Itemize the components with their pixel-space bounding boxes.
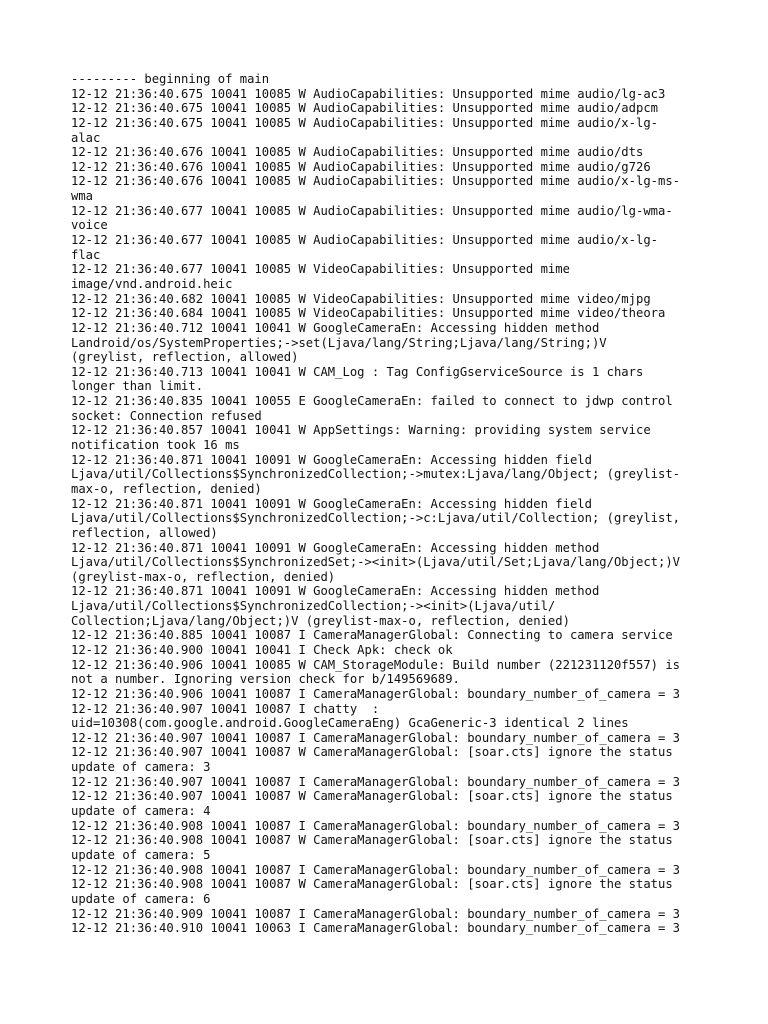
log-line: alac xyxy=(71,130,101,145)
log-line: 12-12 21:36:40.713 10041 10041 W CAM_Log : Tag ConfigGserviceSource is 1 chars xyxy=(71,364,644,379)
log-line: voice xyxy=(71,218,108,233)
log-text-block xyxy=(71,72,711,936)
log-line: 12-12 21:36:40.908 10041 10087 W CameraManagerGlobal: [soar.cts] ignore the status xyxy=(71,877,673,892)
log-line: image/vnd.android.heic xyxy=(71,276,233,291)
log-line: (greylist, reflection, allowed) xyxy=(71,350,299,365)
log-line: socket: Connection refused xyxy=(71,408,262,423)
log-line: 12-12 21:36:40.677 10041 10085 W AudioCapabilities: Unsupported mime audio/x-lg- xyxy=(71,233,658,248)
log-line: 12-12 21:36:40.900 10041 10041 I Check Apk: check ok xyxy=(71,642,453,657)
log-line: 12-12 21:36:40.885 10041 10087 I CameraManagerGlobal: Connecting to camera service xyxy=(71,628,673,643)
log-line: 12-12 21:36:40.906 10041 10087 I CameraManagerGlobal: boundary_number_of_camera = 3 xyxy=(71,686,681,701)
log-line: 12-12 21:36:40.909 10041 10087 I CameraManagerGlobal: boundary_number_of_camera = 3 xyxy=(71,906,681,921)
log-line: update of camera: 5 xyxy=(71,847,211,862)
log-line: update of camera: 6 xyxy=(71,891,211,906)
log-line: 12-12 21:36:40.907 10041 10087 I CameraManagerGlobal: boundary_number_of_camera = 3 xyxy=(71,730,681,745)
log-line: wma xyxy=(71,189,94,204)
log-line: 12-12 21:36:40.675 10041 10085 W AudioCapabilities: Unsupported mime audio/adpcm xyxy=(71,101,658,116)
log-line: 12-12 21:36:40.871 10041 10091 W GoogleCameraEn: Accessing hidden field xyxy=(71,452,592,467)
log-line: 12-12 21:36:40.908 10041 10087 I CameraManagerGlobal: boundary_number_of_camera = 3 xyxy=(71,862,681,877)
log-line: notification took 16 ms xyxy=(71,438,240,453)
log-line: uid=10308(com.google.android.GoogleCameraEng) GcaGeneric-3 identical 2 lines xyxy=(71,716,629,731)
log-line: 12-12 21:36:40.676 10041 10085 W AudioCapabilities: Unsupported mime audio/g726 xyxy=(71,159,651,174)
log-line: 12-12 21:36:40.871 10041 10091 W GoogleCameraEn: Accessing hidden method xyxy=(71,540,600,555)
log-line: 12-12 21:36:40.682 10041 10085 W VideoCapabilities: Unsupported mime video/mjpg xyxy=(71,291,651,306)
log-line: Ljava/util/Collections$SynchronizedCollection;-><init>(Ljava/util/ xyxy=(71,599,556,614)
log-line: 12-12 21:36:40.907 10041 10087 I chatty : xyxy=(71,701,380,716)
log-line: 12-12 21:36:40.676 10041 10085 W AudioCapabilities: Unsupported mime audio/dts xyxy=(71,145,644,160)
log-line: --------- beginning of main xyxy=(71,72,270,86)
log-line: not a number. Ignoring version check for b/149569689. xyxy=(71,672,460,687)
log-line: 12-12 21:36:40.871 10041 10091 W GoogleCameraEn: Accessing hidden method xyxy=(71,584,600,599)
log-line: max-o, reflection, denied) xyxy=(71,481,262,496)
log-line: flac xyxy=(71,247,101,262)
log-line: reflection, allowed) xyxy=(71,525,218,540)
log-line: 12-12 21:36:40.677 10041 10085 W AudioCapabilities: Unsupported mime audio/lg-wma- xyxy=(71,203,673,218)
log-line: 12-12 21:36:40.910 10041 10063 I CameraManagerGlobal: boundary_number_of_camera = 3 xyxy=(71,921,681,936)
log-line: 12-12 21:36:40.871 10041 10091 W GoogleCameraEn: Accessing hidden field xyxy=(71,496,592,511)
log-line: 12-12 21:36:40.907 10041 10087 W CameraManagerGlobal: [soar.cts] ignore the status xyxy=(71,789,673,804)
log-line: 12-12 21:36:40.675 10041 10085 W AudioCapabilities: Unsupported mime audio/x-lg- xyxy=(71,115,658,130)
log-line: Ljava/util/Collections$SynchronizedCollection;->mutex:Ljava/lang/Object; (greylist- xyxy=(71,467,681,482)
log-line: 12-12 21:36:40.906 10041 10085 W CAM_StorageModule: Build number (221231120f557) is xyxy=(71,657,681,672)
log-line: Collection;Ljava/lang/Object;)V (greylist-max-o, reflection, denied) xyxy=(71,613,570,628)
log-line: Landroid/os/SystemProperties;->set(Ljava/lang/String;Ljava/lang/String;)V xyxy=(71,335,607,350)
log-line: (greylist-max-o, reflection, denied) xyxy=(71,569,336,584)
log-line: 12-12 21:36:40.712 10041 10041 W GoogleCameraEn: Accessing hidden method xyxy=(71,320,600,335)
log-line: update of camera: 4 xyxy=(71,804,211,819)
log-line: 12-12 21:36:40.908 10041 10087 I CameraManagerGlobal: boundary_number_of_camera = 3 xyxy=(71,818,681,833)
log-line: 12-12 21:36:40.677 10041 10085 W VideoCapabilities: Unsupported mime xyxy=(71,262,570,277)
log-line: update of camera: 3 xyxy=(71,760,211,775)
log-line: Ljava/util/Collections$SynchronizedSet;-><init>(Ljava/util/Set;Ljava/lang/Object;)V xyxy=(71,555,681,570)
log-line: longer than limit. xyxy=(71,379,204,394)
log-line: 12-12 21:36:40.676 10041 10085 W AudioCapabilities: Unsupported mime audio/x-lg-ms- xyxy=(71,174,681,189)
log-line: 12-12 21:36:40.857 10041 10041 W AppSettings: Warning: providing system service xyxy=(71,423,651,438)
log-line: Ljava/util/Collections$SynchronizedCollection;->c:Ljava/util/Collection; (greylist, xyxy=(71,511,681,526)
log-line: 12-12 21:36:40.907 10041 10087 W CameraManagerGlobal: [soar.cts] ignore the status xyxy=(71,745,673,760)
log-line: 12-12 21:36:40.835 10041 10055 E GoogleCameraEn: failed to connect to jdwp control xyxy=(71,394,673,409)
log-line: 12-12 21:36:40.908 10041 10087 W CameraManagerGlobal: [soar.cts] ignore the status xyxy=(71,833,673,848)
log-line: 12-12 21:36:40.684 10041 10085 W VideoCapabilities: Unsupported mime video/theora xyxy=(71,306,666,321)
log-line: 12-12 21:36:40.675 10041 10085 W AudioCapabilities: Unsupported mime audio/lg-ac3 xyxy=(71,86,666,101)
log-line: 12-12 21:36:40.907 10041 10087 I CameraManagerGlobal: boundary_number_of_camera = 3 xyxy=(71,774,681,789)
